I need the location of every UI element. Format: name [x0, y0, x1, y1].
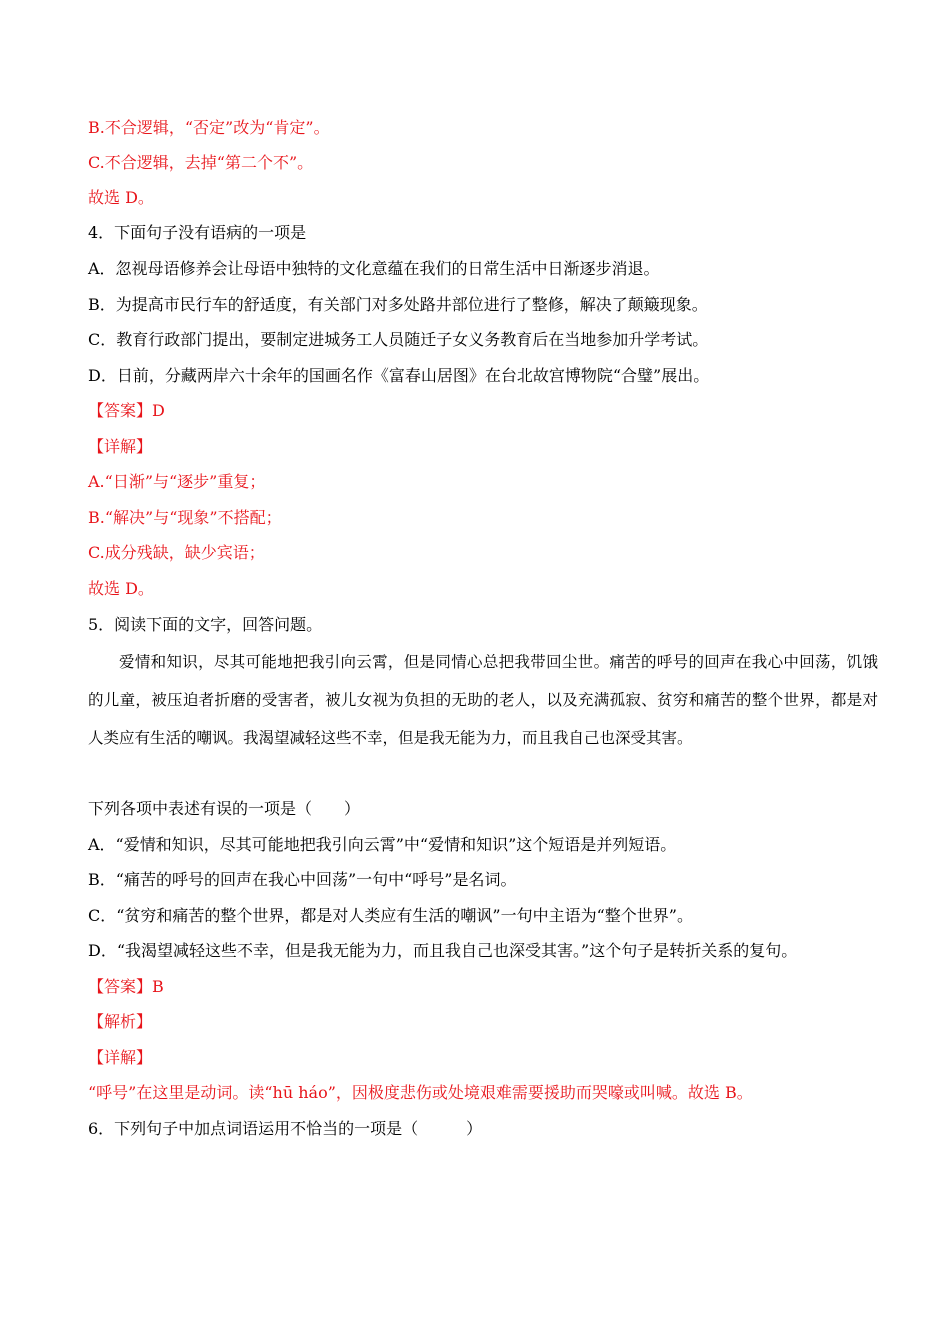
question-4-stem: 4．下面句子没有语病的一项是 — [88, 223, 307, 242]
q4-detail-heading: 【详解】 — [88, 437, 153, 456]
q5-prompt: 下列各项中表述有误的一项是（ ） — [88, 799, 361, 818]
q5-option-a: A．“爱情和知识，尽其可能地把我引向云霄”中“爱情和知识”这个短语是并列短语。 — [88, 835, 677, 854]
question-6-stem: 6．下列句子中加点词语运用不恰当的一项是（ ） — [88, 1119, 483, 1138]
line-1: B.不合逻辑，“否定”改为“肯定”。 — [88, 118, 330, 137]
q5-option-c: C．“贫穷和痛苦的整个世界，都是对人类应有生活的嘲讽”一句中主语为“整个世界”。 — [88, 906, 693, 925]
q5-detail-text: “呼号”在这里是动词。读“hū háo”，因极度悲伤或处境艰难需要援助而哭嚎或叫喊。故选 B。 — [88, 1083, 753, 1102]
q5-answer: 【答案】B — [88, 977, 164, 996]
q4-conclusion: 故选 D。 — [88, 579, 154, 598]
q4-option-b: B．为提高市民行车的舒适度，有关部门对多处路井部位进行了整修，解决了颠簸现象。 — [88, 295, 708, 314]
q4-detail-a: A.“日渐”与“逐步”重复； — [88, 472, 266, 491]
q4-option-a: A．忽视母语修养会让母语中独特的文化意蕴在我们的日常生活中日渐逐步消退。 — [88, 259, 660, 278]
q5-option-b: B．“痛苦的呼号的回声在我心中回荡”一句中“呼号”是名词。 — [88, 870, 517, 889]
q4-option-d: D．日前，分藏两岸六十余年的国画名作《富春山居图》在台北故宫博物院“合璧”展出。 — [88, 366, 710, 385]
passage-paragraph: 爱情和知识，尽其可能地把我引向云霄，但是同情心总把我带回尘世。痛苦的呼号的回声在我心中回荡，饥饿的儿童，被压迫者折磨的受害者，被儿女视为负担的无助的老人，以及充满孤寂、贫穷和痛苦的整个世界，都是对人类应有生活的嘲讽。我渴望减轻这些不幸，但是我无能为力，而且我自己也深受其害。 — [88, 653, 878, 747]
q4-detail-b: B.“解决”与“现象”不搭配； — [88, 508, 282, 527]
question-5-stem: 5．阅读下面的文字，回答问题。 — [88, 615, 323, 634]
q5-analysis-heading: 【解析】 — [88, 1012, 153, 1031]
q5-detail-heading: 【详解】 — [88, 1048, 153, 1067]
q4-answer: 【答案】D — [88, 401, 165, 420]
q5-option-d: D．“我渴望减轻这些不幸，但是我无能为力，而且我自己也深受其害。”这个句子是转折关系的复句。 — [88, 941, 798, 960]
reading-passage — [88, 643, 878, 757]
line-2: C.不合逻辑，去掉“第二个不”。 — [88, 153, 314, 172]
q4-detail-c: C.成分残缺，缺少宾语； — [88, 543, 265, 562]
line-3: 故选 D。 — [88, 188, 154, 207]
q4-option-c: C．教育行政部门提出，要制定进城务工人员随迁子女义务教育后在当地参加升学考试。 — [88, 330, 709, 349]
